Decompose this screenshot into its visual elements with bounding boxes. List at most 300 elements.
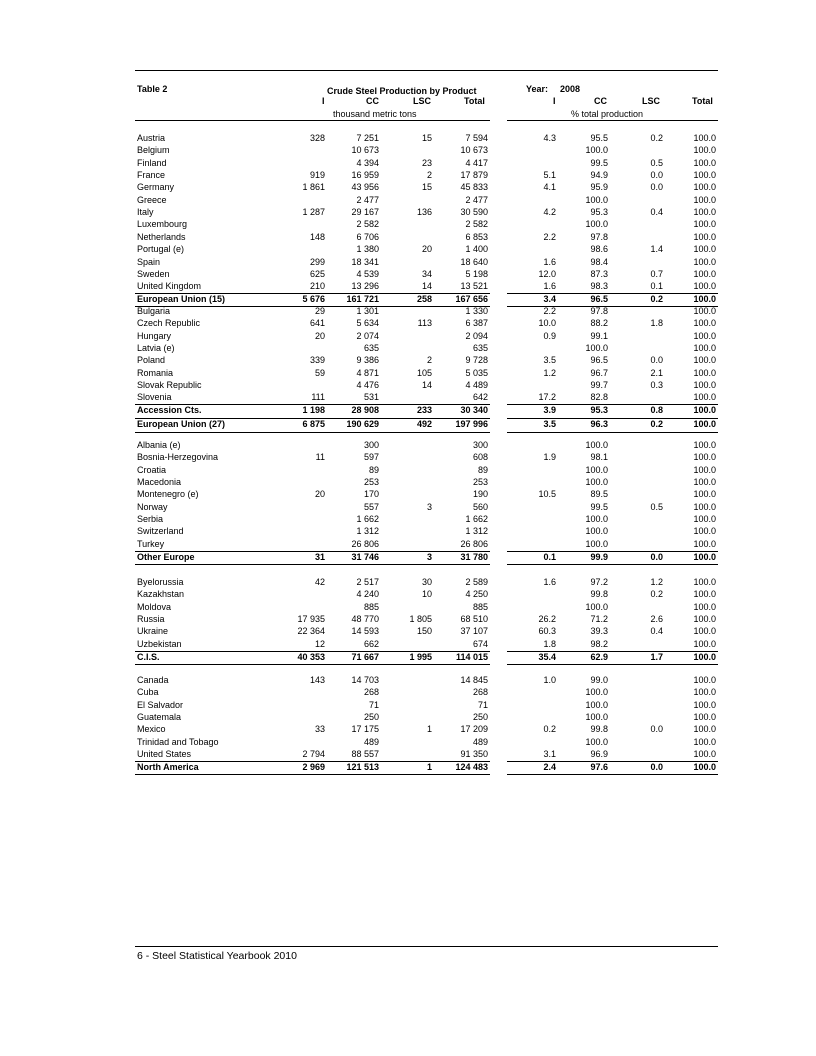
table-cell: 60.3	[538, 626, 556, 637]
table-cell: 2 969	[302, 761, 325, 772]
table-cell: 489	[472, 736, 488, 747]
table-cell: 87.3	[590, 268, 608, 279]
footer-rule	[135, 946, 718, 947]
row-label: Bulgaria	[137, 306, 171, 316]
table-cell: 34	[421, 268, 432, 279]
table-cell: 39.3	[590, 626, 608, 637]
table-cell: 100.0	[693, 551, 716, 562]
table-cell: 4 871	[356, 367, 379, 378]
table-cell: 2 517	[356, 577, 379, 587]
table-cell: 17 175	[351, 724, 379, 735]
table-cell: 100.0	[693, 638, 716, 649]
table-cell: 100.0	[693, 699, 716, 710]
table-cell: 2.2	[543, 306, 556, 316]
table-cell: 5 198	[465, 268, 488, 279]
table-cell: 4 489	[465, 380, 488, 391]
table-cell: 4.3	[543, 133, 556, 143]
row-label: Russia	[137, 614, 165, 625]
table-cell: 48 770	[351, 614, 379, 625]
table-cell: 100.0	[693, 651, 716, 662]
table-cell: 662	[363, 638, 379, 649]
table-cell: 71.2	[590, 614, 608, 625]
table-cell: 100.0	[585, 514, 608, 525]
table-cell: 91 350	[460, 749, 488, 760]
table-cell: 98.6	[590, 244, 608, 255]
table-cell: 5 676	[302, 294, 325, 305]
table-cell: 253	[363, 477, 379, 488]
col-header-total-left: Total	[464, 96, 485, 106]
row-label: Guatemala	[137, 712, 182, 723]
table-cell: 100.0	[693, 761, 716, 772]
table-cell: 88 557	[351, 749, 379, 760]
table-cell: 113	[417, 318, 432, 329]
table-cell: 100.0	[693, 157, 716, 168]
table-cell: 88.2	[590, 318, 608, 329]
table-cell: 299	[309, 256, 325, 267]
table-cell: 6 853	[465, 231, 488, 242]
table-cell: 100.0	[585, 219, 608, 230]
total-rule-bottom-left	[135, 564, 490, 565]
table-cell: 0.4	[650, 626, 663, 637]
row-label: United States	[137, 749, 192, 760]
table-cell: 4 394	[356, 157, 379, 168]
table-cell: 100.0	[693, 318, 716, 329]
header-underline-right	[507, 120, 718, 121]
table-cell: 100.0	[693, 343, 716, 354]
table-cell: 1 312	[465, 526, 488, 537]
table-cell: 100.0	[693, 626, 716, 637]
table-cell: 100.0	[693, 712, 716, 723]
table-cell: 29 167	[351, 207, 379, 218]
table-cell: 100.0	[693, 392, 716, 403]
table-cell: 0.3	[650, 380, 663, 391]
row-label: Serbia	[137, 514, 164, 525]
row-label: Kazakhstan	[137, 589, 185, 600]
table-cell: 105	[416, 367, 432, 378]
table-cell: 17.2	[538, 392, 556, 403]
table-cell: 99.0	[590, 675, 608, 685]
row-label: Sweden	[137, 268, 170, 279]
table-cell: 29	[314, 306, 325, 316]
table-cell: 100.0	[585, 736, 608, 747]
table-cell: 71	[477, 699, 488, 710]
total2-rule-bottom-right	[507, 432, 718, 433]
table-cell: 2 582	[356, 219, 379, 230]
table-cell: 1.6	[543, 577, 556, 587]
table-cell: 100.0	[693, 736, 716, 747]
table-cell: 300	[363, 440, 379, 450]
table-cell: 197 996	[455, 419, 488, 430]
row-label: Albania (e)	[137, 440, 181, 450]
table-cell: 608	[472, 452, 488, 463]
table-cell: 2	[426, 355, 432, 366]
table-cell: 100.0	[693, 268, 716, 279]
table-cell: 2 074	[356, 330, 379, 341]
table-cell: 339	[309, 355, 325, 366]
table-cell: 97.6	[590, 761, 608, 772]
row-label: Finland	[137, 157, 167, 168]
table-cell: 17 935	[297, 614, 325, 625]
table-cell: 489	[363, 736, 379, 747]
table-cell: 3.9	[543, 405, 556, 416]
total-rule-bottom-right	[507, 306, 718, 307]
table-cell: 1	[426, 761, 432, 772]
table-cell: 45 833	[460, 182, 488, 193]
table-cell: 190 629	[346, 419, 379, 430]
table-cell: 100.0	[585, 477, 608, 488]
table-cell: 885	[363, 601, 379, 612]
table-cell: 170	[363, 489, 379, 500]
row-label: Romania	[137, 367, 174, 378]
table-cell: 26 806	[460, 538, 488, 549]
table-cell: 9 386	[356, 355, 379, 366]
row-label: Czech Republic	[137, 318, 201, 329]
table-cell: 100.0	[693, 256, 716, 267]
row-label: Mexico	[137, 724, 166, 735]
table-cell: 100.0	[693, 514, 716, 525]
table-cell: 0.2	[650, 133, 663, 143]
table-cell: 94.9	[590, 170, 608, 181]
row-label: Norway	[137, 501, 168, 512]
header-underline-left	[135, 120, 490, 121]
table-cell: 12	[314, 638, 325, 649]
table-cell: 11	[315, 452, 325, 463]
table-cell: 31 780	[460, 551, 488, 562]
table-cell: 14 593	[351, 626, 379, 637]
table-cell: 2.2	[543, 231, 556, 242]
table-cell: 1 198	[302, 405, 325, 416]
table-cell: 1 861	[302, 182, 325, 193]
table-cell: 4 240	[356, 589, 379, 600]
table-cell: 99.7	[590, 380, 608, 391]
table-cell: 1 330	[465, 306, 488, 316]
table-cell: 89	[368, 464, 379, 475]
table-cell: 99.5	[590, 157, 608, 168]
units-right: % total production	[571, 109, 644, 119]
table-cell: 100.0	[585, 538, 608, 549]
table-cell: 40 353	[297, 651, 325, 662]
table-cell: 20	[421, 244, 432, 255]
table-cell: 233	[416, 405, 432, 416]
table-cell: 100.0	[693, 687, 716, 698]
table-cell: 1 312	[356, 526, 379, 537]
table-cell: 5 035	[465, 367, 488, 378]
table-cell: 100.0	[693, 452, 716, 463]
table-cell: 96.5	[590, 294, 608, 305]
col-header-cc-right: CC	[594, 96, 607, 106]
table-cell: 6 387	[465, 318, 488, 329]
table-cell: 150	[416, 626, 432, 637]
table-cell: 26.2	[538, 614, 556, 625]
table-cell: 1.8	[650, 318, 663, 329]
table-cell: 100.0	[585, 699, 608, 710]
table-cell: 3.1	[543, 749, 556, 760]
table-title: Crude Steel Production by Product	[327, 86, 477, 96]
table-cell: 253	[472, 477, 488, 488]
table-cell: 1 380	[356, 244, 379, 255]
table-cell: 625	[309, 268, 325, 279]
table-cell: 30 340	[460, 405, 488, 416]
table-cell: 148	[309, 231, 325, 242]
table-cell: 124 483	[455, 761, 488, 772]
table-cell: 15	[421, 182, 432, 193]
table-cell: 100.0	[693, 405, 716, 416]
table-cell: 597	[363, 452, 379, 463]
row-label: Byelorussia	[137, 577, 184, 587]
table-cell: 0.0	[650, 551, 663, 562]
table-cell: 328	[309, 133, 325, 143]
table-cell: 23	[421, 157, 432, 168]
row-label: Slovak Republic	[137, 380, 202, 391]
table-cell: 100.0	[693, 330, 716, 341]
table-cell: 557	[363, 501, 379, 512]
row-label: Greece	[137, 194, 167, 205]
table-cell: 31 746	[351, 551, 379, 562]
table-cell: 100.0	[693, 577, 716, 587]
table-cell: 100.0	[693, 675, 716, 685]
row-label: Canada	[137, 675, 169, 685]
table-cell: 6 875	[302, 419, 325, 430]
table-cell: 99.1	[590, 330, 608, 341]
table-cell: 33	[314, 724, 325, 735]
table-label: Table 2	[137, 84, 168, 94]
total-rule-top-right	[507, 404, 718, 405]
table-cell: 100.0	[585, 194, 608, 205]
row-label: Ukraine	[137, 626, 169, 637]
table-cell: 20	[314, 489, 325, 500]
table-cell: 68 510	[460, 614, 488, 625]
row-label: Belgium	[137, 145, 170, 156]
table-cell: 268	[363, 687, 379, 698]
row-label: Netherlands	[137, 231, 186, 242]
table-cell: 16 959	[351, 170, 379, 181]
table-cell: 560	[472, 501, 488, 512]
table-cell: 2 794	[302, 749, 325, 760]
table-cell: 96.5	[590, 355, 608, 366]
table-cell: 99.8	[590, 724, 608, 735]
year-label: Year:	[526, 84, 549, 94]
row-label: Latvia (e)	[137, 343, 175, 354]
table-cell: 4.2	[543, 207, 556, 218]
col-header-lsc-left: LSC	[413, 96, 431, 106]
table-cell: 100.0	[585, 145, 608, 156]
table-cell: 641	[309, 318, 325, 329]
table-cell: 98.4	[590, 256, 608, 267]
total-rule-top-right	[507, 761, 718, 762]
row-label: El Salvador	[137, 699, 184, 710]
table-cell: 42	[314, 577, 325, 587]
table-cell: 13 296	[351, 281, 379, 292]
table-cell: 13 521	[460, 281, 488, 292]
table-cell: 100.0	[585, 464, 608, 475]
table-cell: 100.0	[693, 194, 716, 205]
table-cell: 0.0	[650, 761, 663, 772]
table-cell: 1 662	[356, 514, 379, 525]
table-cell: 14	[421, 380, 432, 391]
table-cell: 100.0	[585, 343, 608, 354]
table-cell: 0.1	[543, 551, 556, 562]
table-cell: 268	[472, 687, 488, 698]
row-label: Uzbekistan	[137, 638, 182, 649]
row-label: Montenegro (e)	[137, 489, 199, 500]
table-cell: 95.5	[590, 133, 608, 143]
table-cell: 10.5	[538, 489, 556, 500]
table-cell: 100.0	[693, 182, 716, 193]
row-label: Germany	[137, 182, 175, 193]
table-cell: 0.0	[650, 170, 663, 181]
table-cell: 0.0	[650, 724, 663, 735]
row-label: Trinidad and Tobago	[137, 736, 219, 747]
row-label: Other Europe	[137, 551, 195, 562]
col-header-i-right: I	[553, 96, 556, 106]
row-label: European Union (15)	[137, 294, 226, 305]
table-cell: 99.9	[590, 551, 608, 562]
table-cell: 210	[309, 281, 325, 292]
total-rule-top-right	[507, 293, 718, 294]
units-left: thousand metric tons	[333, 109, 417, 119]
row-label: Slovenia	[137, 392, 172, 403]
table-cell: 14 703	[351, 675, 379, 685]
table-cell: 71 667	[351, 651, 379, 662]
total-rule-bottom-right	[507, 564, 718, 565]
table-cell: 2	[426, 170, 432, 181]
table-cell: 2 589	[465, 577, 488, 587]
row-label: Poland	[137, 355, 166, 366]
table-cell: 100.0	[693, 244, 716, 255]
row-label: Switzerland	[137, 526, 184, 537]
table-cell: 97.8	[590, 306, 608, 316]
table-cell: 10 673	[460, 145, 488, 156]
table-cell: 100.0	[693, 526, 716, 537]
table-cell: 71	[368, 699, 379, 710]
table-cell: 6 706	[356, 231, 379, 242]
table-cell: 95.9	[590, 182, 608, 193]
table-cell: 0.9	[543, 330, 556, 341]
table-cell: 0.4	[650, 207, 663, 218]
year-value: 2008	[560, 84, 581, 94]
table-cell: 100.0	[693, 231, 716, 242]
row-label: Macedonia	[137, 477, 182, 488]
row-label: Bosnia-Herzegovina	[137, 452, 219, 463]
table-cell: 7 251	[356, 133, 379, 143]
table-cell: 97.2	[590, 577, 608, 587]
table-cell: 14 845	[460, 675, 488, 685]
table-cell: 100.0	[693, 380, 716, 391]
table-cell: 2 477	[356, 194, 379, 205]
table-cell: 7 594	[465, 133, 488, 143]
row-label: Moldova	[137, 601, 172, 612]
table-cell: 17 879	[460, 170, 488, 181]
table-cell: 0.2	[543, 724, 556, 735]
table-cell: 1.6	[543, 256, 556, 267]
table-cell: 1.6	[543, 281, 556, 292]
table-cell: 635	[363, 343, 379, 354]
row-label: C.I.S.	[137, 651, 160, 662]
table-cell: 100.0	[693, 477, 716, 488]
row-label: Turkey	[137, 538, 165, 549]
table-cell: 20	[314, 330, 325, 341]
table-cell: 4 539	[356, 268, 379, 279]
table-cell: 62.9	[590, 651, 608, 662]
table-cell: 100.0	[693, 614, 716, 625]
row-label: Accession Cts.	[137, 405, 202, 416]
table-cell: 1.9	[543, 452, 556, 463]
total-rule-top-right	[507, 551, 718, 552]
table-cell: 18 640	[460, 256, 488, 267]
table-cell: 0.8	[650, 405, 663, 416]
row-label: Cuba	[137, 687, 159, 698]
col-header-i-left: I	[322, 96, 325, 106]
table-cell: 2.6	[650, 614, 663, 625]
table-cell: 100.0	[693, 489, 716, 500]
table-cell: 3	[426, 501, 432, 512]
table-cell: 100.0	[585, 712, 608, 723]
table-cell: 100.0	[693, 133, 716, 143]
table-cell: 642	[472, 392, 488, 403]
table-cell: 10 673	[351, 145, 379, 156]
table-cell: 0.2	[650, 294, 663, 305]
total-rule-bottom-left	[135, 664, 490, 665]
table-cell: 14	[421, 281, 432, 292]
table-cell: 30 590	[460, 207, 488, 218]
table-cell: 18 341	[351, 256, 379, 267]
table-cell: 22 364	[297, 626, 325, 637]
table-cell: 143	[309, 675, 325, 685]
table-cell: 97.8	[590, 231, 608, 242]
table-cell: 635	[472, 343, 488, 354]
total-rule-bottom-right	[507, 418, 718, 419]
table-cell: 250	[363, 712, 379, 723]
table-cell: 0.5	[650, 501, 663, 512]
table-cell: 26 806	[351, 538, 379, 549]
table-cell: 1 301	[356, 306, 379, 316]
col-header-lsc-right: LSC	[642, 96, 660, 106]
table-cell: 100.0	[693, 501, 716, 512]
table-cell: 114 015	[455, 651, 488, 662]
table-cell: 674	[472, 638, 488, 649]
table-cell: 15	[421, 133, 432, 143]
table-cell: 0.0	[650, 355, 663, 366]
row-label: Croatia	[137, 464, 167, 475]
table-cell: 1 995	[409, 651, 432, 662]
total-rule-bottom-left	[135, 306, 490, 307]
row-label: North America	[137, 761, 199, 772]
total-rule-bottom-left	[135, 774, 490, 775]
table-cell: 100.0	[693, 367, 716, 378]
table-cell: 5.1	[543, 170, 556, 181]
table-cell: 2 582	[465, 219, 488, 230]
table-cell: 100.0	[693, 724, 716, 735]
row-label: Austria	[137, 133, 166, 143]
page-footer: 6 - Steel Statistical Yearbook 2010	[137, 950, 297, 962]
table-cell: 30	[421, 577, 432, 587]
table-cell: 1.7	[650, 651, 663, 662]
table-cell: 17 209	[460, 724, 488, 735]
table-cell: 3.4	[543, 294, 556, 305]
top-rule	[135, 70, 718, 71]
table-cell: 100.0	[693, 281, 716, 292]
table-cell: 100.0	[693, 219, 716, 230]
table-cell: 31	[314, 551, 325, 562]
table-cell: 99.5	[590, 501, 608, 512]
row-label: Hungary	[137, 330, 172, 341]
table-cell: 100.0	[693, 589, 716, 600]
table-cell: 9 728	[465, 355, 488, 366]
table-cell: 100.0	[693, 145, 716, 156]
col-header-total-right: Total	[692, 96, 713, 106]
table-cell: 1.0	[543, 675, 556, 685]
table-cell: 3.5	[543, 419, 556, 430]
